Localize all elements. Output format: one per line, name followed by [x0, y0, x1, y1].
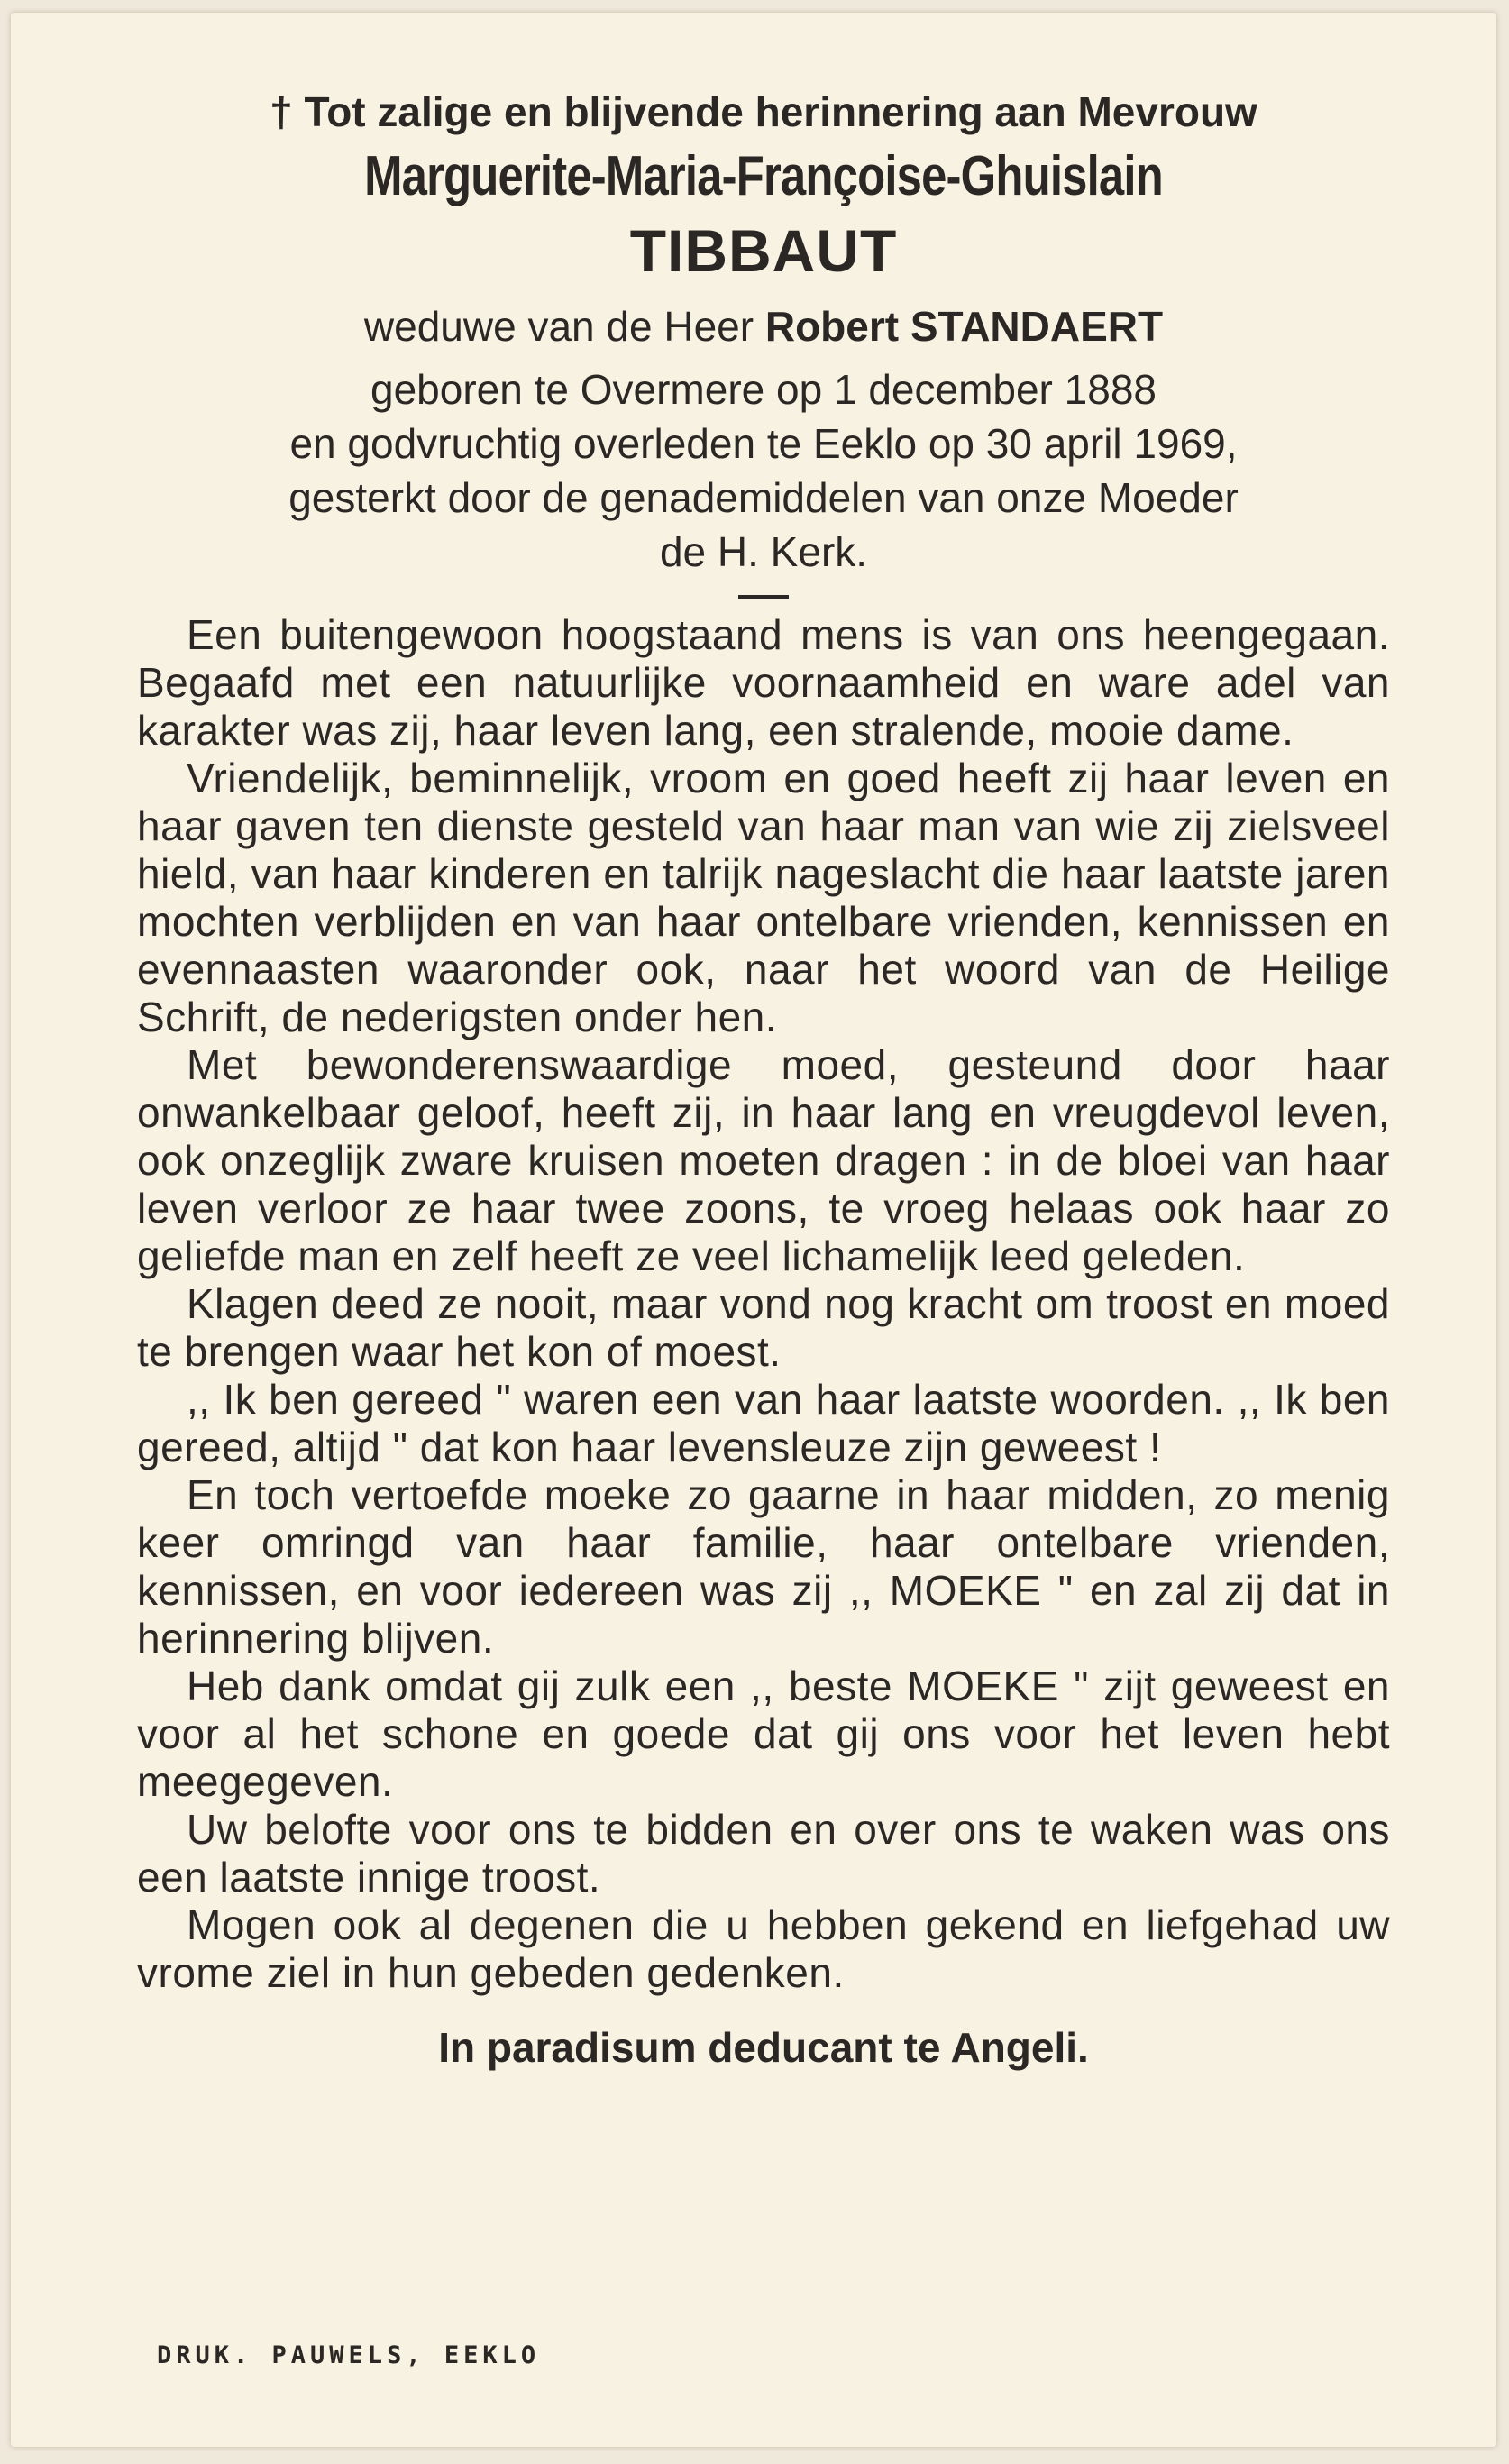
paragraph: Mogen ook al degenen die u hebben gekend en liefgehad uw vrome ziel in hun gebeden gedenken. — [137, 1901, 1390, 1996]
heading: † Tot zalige en blijvende herinnering aan Mevrouw — [270, 88, 1258, 135]
paragraph: Klagen deed ze nooit, maar vond nog kracht om troost en moed te brengen waar het kon of moest. — [137, 1280, 1390, 1375]
surname: TIBBAUT — [629, 217, 898, 284]
closing-prayer: In paradisum deducant te Angeli. — [438, 2024, 1089, 2071]
widow-prefix: weduwe van de Heer — [363, 303, 765, 350]
paragraph: Heb dank omdat gij zulk een ,, beste MOEKE " zijt geweest en voor al het schone en goede dat gij ons voor het leven hebt meegegeven. — [137, 1663, 1390, 1805]
paragraph: En toch vertoefde moeke zo gaarne in haar midden, zo menig keer omringd van haar familie, haar ontelbare vrienden, kennissen, en voor iedereen was zij ,, MOEKE " en zal zij dat in herinnering blijven. — [137, 1471, 1390, 1662]
printer-credit: DRUK. PAUWELS, EEKLO — [157, 2341, 541, 2369]
widow-line — [137, 299, 1390, 353]
death-line: en godvruchtig overleden te Eeklo op 30 april 1969, — [289, 420, 1238, 467]
divider — [738, 595, 789, 599]
memorial-card — [11, 13, 1496, 2447]
paragraph: Vriendelijk, beminnelijk, vroom en goed heeft zij haar leven en haar gaven ten dienste gesteld van haar man van wie zij zielsveel hield, van haar kinderen en talrijk nageslacht die haar laatste jaren mochten verblijden en van haar ontelbare vrienden, kennissen en evennaasten waaronder ook, naar het woord van de Heilige Schrift, de nederigsten onder hen. — [137, 755, 1390, 1040]
paragraph: Uw belofte voor ons te bidden en over ons te waken was ons een laatste innige troost. — [137, 1806, 1390, 1901]
sacrament-line: gesterkt door de genademiddelen van onze Moeder — [288, 474, 1239, 521]
paragraph: Een buitengewoon hoogstaand mens is van ons heengegaan. Begaafd met een natuurlijke voornaamheid en ware adel van karakter was zij, haar leven lang, een stralende, mooie dame. — [137, 611, 1390, 754]
church-line: de H. Kerk. — [659, 528, 868, 575]
card-content — [137, 85, 1390, 2075]
tribute-text — [137, 611, 1390, 1997]
paragraph: ,, Ik ben gereed " waren een van haar laatste woorden. ,, Ik ben gereed, altijd " dat kon haar levensleuze zijn geweest ! — [137, 1376, 1390, 1470]
given-names: Marguerite-Maria-Françoise-Ghuislain — [364, 145, 1163, 207]
paragraph: Met bewonderenswaardige moed, gesteund door haar onwankelbaar geloof, heeft zij, in haar lang en vreugdevol leven, ook onzeglijk zware kruisen moeten dragen : in de bloei van haar leven verloor ze haar twee zoons, te vroeg helaas ook haar zo geliefde man en zelf heeft ze veel lichamelijk leed geleden. — [137, 1041, 1390, 1279]
birth-line: geboren te Overmere op 1 december 1888 — [370, 366, 1157, 413]
husband-name: Robert STANDAERT — [764, 303, 1164, 350]
